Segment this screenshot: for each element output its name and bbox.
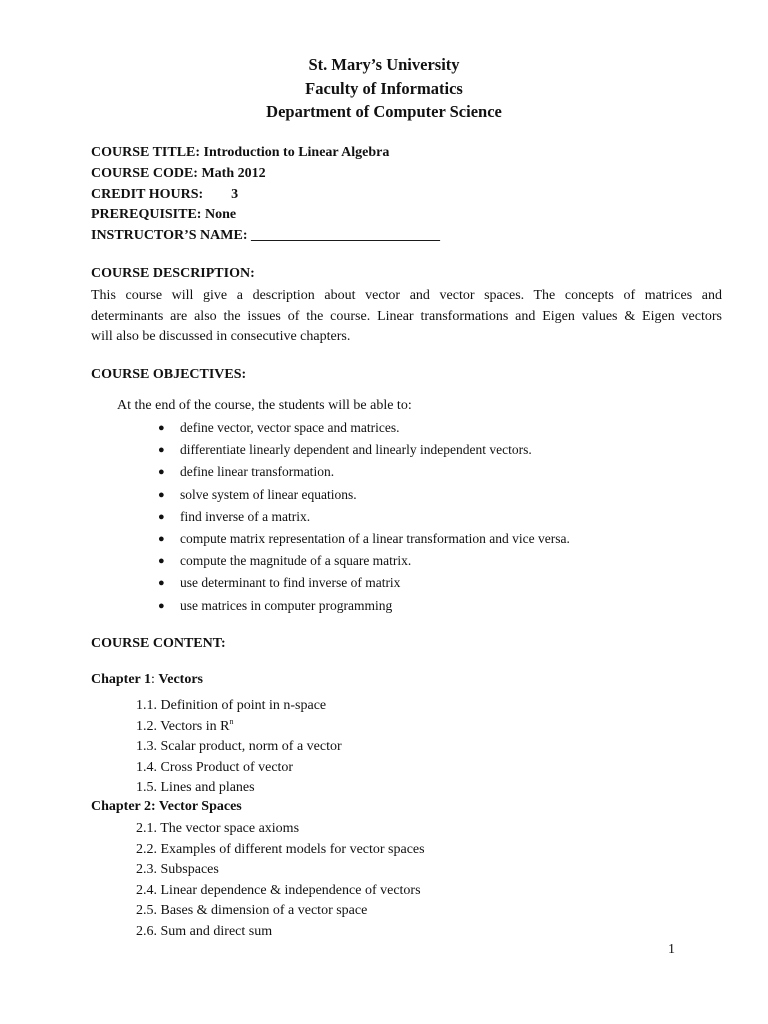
description-line: This course will give a description about vector and vector spaces. The concepts of matrices and (91, 288, 722, 303)
prerequisite: PREREQUISITE: None (91, 207, 237, 223)
list-item: ● find inverse of a matrix. (158, 506, 570, 528)
list-item: ● define vector, vector space and matrices. (158, 417, 570, 439)
list-item: 2.1. The vector space axioms (136, 821, 300, 836)
bullet-icon: ● (158, 488, 165, 501)
description-line: will also be discussed in consecutive chapters. (91, 329, 351, 345)
university-name: St. Mary’s University (308, 55, 460, 74)
list-item: ● compute the magnitude of a square matrix. (158, 550, 570, 572)
bullet-icon: ● (158, 533, 165, 546)
course-objectives-heading: COURSE OBJECTIVES: (91, 367, 247, 382)
list-item: ● use matrices in computer programming (158, 595, 570, 617)
department-name: Department of Computer Science (266, 102, 502, 121)
chapter-2-topics (136, 819, 425, 942)
list-item: 2.4. Linear dependence & independence of vectors (136, 882, 421, 898)
list-item: 1.2. Vectors in $R^n$ (136, 716, 234, 734)
list-item: ● compute matrix representation of a linear transformation and vice versa. (158, 528, 570, 550)
description-line: determinants are also the issues of the course. Linear transformations and Eigen values & Eigen vectors (91, 308, 722, 324)
list-item: ● define linear transformation. (158, 461, 570, 483)
chapter-1-heading: Chapter 1: Vectors (91, 672, 203, 687)
course-description-text (91, 286, 722, 348)
list-item: ● use determinant to find inverse of matrix (158, 572, 570, 594)
chapter-2-heading: Chapter 2: Vector Spaces (91, 799, 242, 814)
list-item: 1.3. Scalar product, norm of a vector (136, 739, 342, 754)
list-item: 2.5. Bases & dimension of a vector space (136, 903, 368, 918)
bullet-icon: ● (158, 422, 165, 434)
credit-hours-label: CREDIT HOURS: (91, 186, 204, 202)
list-item: 1.1. Definition of point in n-space (136, 698, 327, 713)
list-item: 2.2. Examples of different models for vector spaces (136, 841, 425, 857)
objectives-intro: At the end of the course, the students will be able to: (117, 398, 412, 413)
credit-hours-value: 3 (231, 186, 239, 202)
bullet-icon: ● (158, 444, 165, 457)
course-info (91, 143, 440, 247)
page-number: 1 (668, 942, 675, 957)
faculty-name: Faculty of Informatics (305, 78, 463, 98)
chapter-1-topics (136, 696, 342, 799)
bullet-icon: ● (158, 466, 165, 479)
course-title: COURSE TITLE: Introduction to Linear Algebra (91, 145, 390, 160)
list-item: 2.6. Sum and direct sum (136, 923, 273, 939)
list-item: ● differentiate linearly dependent and linearly independent vectors. (158, 439, 570, 461)
course-description-heading: COURSE DESCRIPTION: (91, 266, 255, 281)
list-item: ● solve system of linear equations. (158, 484, 570, 506)
superscript-n: n (229, 716, 234, 726)
bullet-icon: ● (158, 510, 165, 523)
list-item: 1.5. Lines and planes (136, 780, 255, 795)
course-content-heading: COURSE CONTENT: (91, 636, 226, 651)
credit-hours (91, 185, 440, 206)
instructor-name: INSTRUCTOR’S NAME: ___________________________ (91, 228, 440, 244)
document-header (0, 53, 768, 124)
list-item: 1.4. Cross Product of vector (136, 759, 294, 775)
bullet-icon: ● (158, 599, 165, 612)
course-code: COURSE CODE: Math 2012 (91, 165, 266, 181)
list-item: 2.3. Subspaces (136, 862, 219, 877)
bullet-icon: ● (158, 577, 165, 590)
objectives-list (158, 417, 570, 617)
bullet-icon: ● (158, 555, 165, 568)
